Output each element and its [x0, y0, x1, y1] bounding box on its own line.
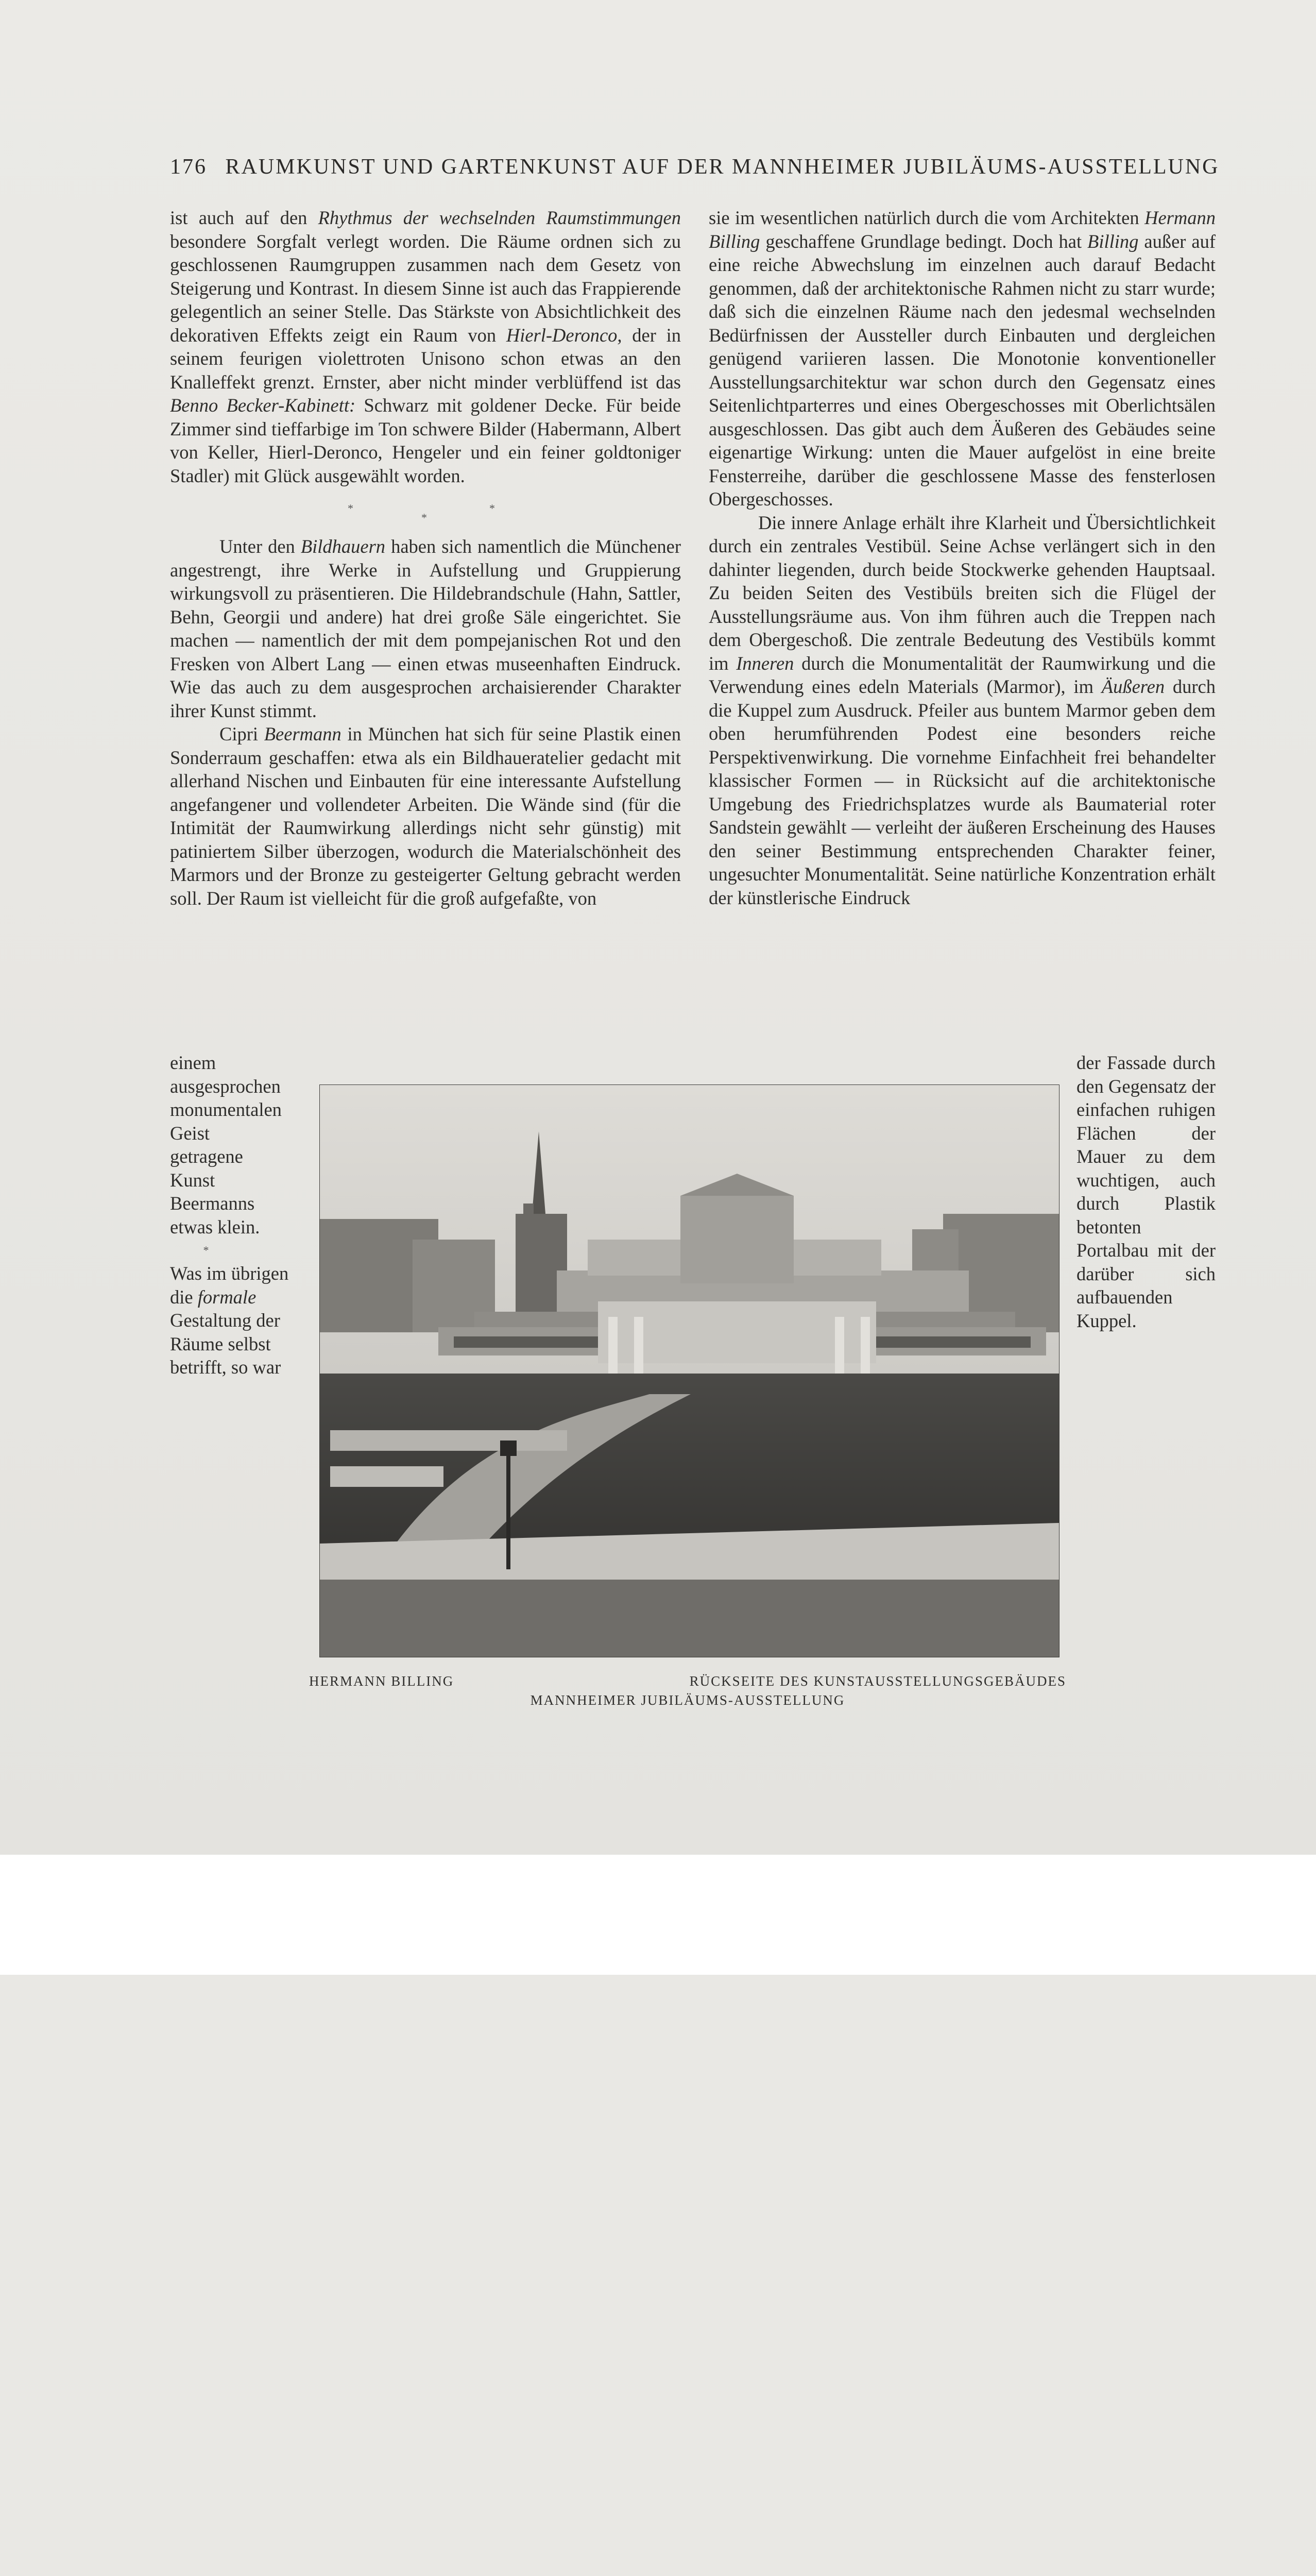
running-title: RAUMKUNST UND GARTENKUNST AUF DER MANNHEIMER JUBILÄUMS-AUSSTELLUNG — [225, 155, 1220, 179]
paragraph: der Fassade durch den Gegensatz der einfachen ruhigen Flächen der Mauer zu dem wuchtigen, auch durch Plastik betonten Portalbau mit der darüber sich aufbauenden Kuppel. — [1076, 1052, 1216, 1331]
text-run: sie im wesentlichen natürlich durch die vom Architekten — [709, 207, 1145, 228]
page-number: 176 — [170, 155, 207, 179]
digitization-footer — [0, 1855, 1316, 1975]
emphasis-text: Bildhauern — [300, 536, 386, 557]
running-header — [170, 155, 1220, 185]
text-run: in München hat sich für seine Plastik einen Sonderraum geschaffen: etwa als ein Bildhaueratelier gedacht mit allerhand Nischen und Einbauten für eine interessante Aufstellung angefangener und vollendeter Arbeiten. Die Wände sind (für die Intimität der Raumwirkung allerdings nicht sehr günstig) mit patiniertem Silber überzogen, wodurch die Materialschönheit des Marmors und der Bronze zu gesteigerter Geltung gebracht werden soll. Der Raum ist vielleicht für die groß aufgefaßte, von — [170, 723, 681, 909]
emphasis-text: Hierl-Deronco, — [506, 324, 622, 346]
caption-architect: HERMANN BILLING — [309, 1673, 454, 1689]
text-run: Die innere Anlage erhält ihre Klarheit und Übersichtlichkeit durch ein zentrales Vestibül. Seine Achse verlängert sich in den dahinter liegenden, durch beide Stockwerke gehenden Hauptsaal. Zu beiden Seiten des Vestibüls breiten sich die Flügel der Ausstellungsräume aus. Von ihm führen auch die Treppen nach dem Obergeschoß. Die zentrale Bedeutung des Vestibüls kommt im — [709, 512, 1216, 674]
right-text-column — [709, 206, 1216, 909]
emphasis-text: Rhythmus der wechselnden Raumstimmungen — [318, 207, 681, 228]
emphasis-text: Benno Becker-Kabinett: — [170, 395, 356, 416]
text-run: geschaffene Grundlage bedingt. Doch hat — [760, 230, 1088, 252]
photograph-exhibition-building — [319, 1084, 1059, 1657]
left-text-column — [170, 206, 681, 910]
emphasis-text: Billing — [1087, 230, 1139, 252]
caption-title: RÜCKSEITE DES KUNSTAUSSTELLUNGSGEBÄUDES — [689, 1673, 1066, 1689]
right-narrow-text — [1076, 1051, 1216, 1332]
text-run: besondere Sorgfalt verlegt worden. Die Räume ordnen sich zu geschlossenen Raumgruppen zusammen nach dem Gesetz von Steigerung und Kontrast. In diesem Sinne ist auch das Frappierende gelegentlich an seiner Stelle. Das Stärkste von Absichtlichkeit des dekorativen Effekts zeigt ein Raum von — [170, 230, 681, 346]
divider-star: * — [203, 1244, 209, 1257]
left-narrow-text — [170, 1051, 309, 1379]
paragraph — [709, 206, 1216, 511]
text-run: durch die Kuppel zum Ausdruck. Pfeiler aus buntem Marmor geben dem oben herumführenden Podest eine besonders reiche Perspektivenwirkung. Die vornehme Einfachheit frei behandelter klassischer Formen — in Rücksicht auf die architektonische Umgebung des Friedrichsplatzes wurde als Baumaterial roter Sandstein gewählt — verleiht der äußeren Erscheinung des Hauses den seiner Bestimmung entsprechenden Charakter feiner, ungesuchter Monumentalität. Seine natürliche Konzentration erhält der künstlerische Eindruck — [709, 676, 1216, 908]
emphasis-text: Hermann Billing — [709, 207, 1216, 252]
caption-exhibition: MANNHEIMER JUBILÄUMS-AUSSTELLUNG — [530, 1692, 845, 1708]
text-run: durch die Monumentalität der Raumwirkung und die Verwendung eines edeln Materials (Marmor), im — [709, 652, 1216, 697]
text-run: Cipri — [219, 723, 264, 744]
text-run: Schwarz mit goldener Decke. Für beide Zimmer sind tieffarbige im Ton schwere Bilder (Habermann, Albert von Keller, Hierl-Deronco, Hengeler und ein feiner goldtoniger Stadler) mit Glück ausgewählt worden. — [170, 395, 681, 486]
text-run: haben sich namentlich die Münchener angestrengt, ihre Werke in Aufstellung und Gruppierung wirkungsvoll zu präsentieren. Die Hildebrandschule (Hahn, Sattler, Behn, Georgii und andere) hat drei große Säle eingerichtet. Sie machen — namentlich der mit dem pompejanischen Rot und den Fresken von Albert Lang — einen etwas museenhaften Eindruck. Wie das auch zu dem ausgesprochen archaisierender Charakter ihrer Kunst stimmt. — [170, 536, 681, 721]
paragraph — [170, 535, 681, 722]
emphasis-text: Inneren — [736, 652, 794, 674]
paragraph: einem ausgesprochen monumentalen Geist getragene Kunst Beermanns etwas klein. — [170, 1052, 282, 1238]
text-run: ist auch auf den — [170, 207, 318, 228]
emphasis-text: Äußeren — [1101, 676, 1165, 697]
paragraph — [709, 511, 1216, 910]
paragraph — [170, 206, 681, 487]
emphasis-text: Beermann — [264, 723, 341, 744]
text-run: der in seinem feurigen violettroten Unisono schon etwas an den Knalleffekt grenzt. Ernster, aber nicht minder verblüffend ist das — [170, 324, 681, 393]
paragraph: Was im übrigen die formale Gestaltung der Räume selbst betrifft, so war — [170, 1263, 289, 1378]
figure-caption — [309, 1673, 1066, 1708]
text-run: außer auf eine reiche Abwechslung im einzelnen auch darauf Bedacht genommen, daß der architektonische Rahmen nicht zu starr wurde; daß sich die einzelnen Räume nach den jedesmal wechselnden Bedürfnissen der Aussteller durch Einbauten und dergleichen genügend variieren lassen. Die Monotonie konventioneller Ausstellungsarchitektur war schon durch den Gegensatz eines Seitenlichtparterres und eines Obergeschosses mit Oberlichtsälen ausgeschlossen. Das gibt auch dem Äußeren des Gebäudes seine eigenartige Wirkung: unten die Mauer aufgelöst in eine breite Fensterreihe, darüber die geschlossene Masse des fensterlosen Obergeschosses. — [709, 230, 1216, 510]
text-run: Unter den — [219, 536, 301, 557]
section-divider-stars: * * * — [348, 502, 495, 524]
paragraph — [170, 722, 681, 910]
